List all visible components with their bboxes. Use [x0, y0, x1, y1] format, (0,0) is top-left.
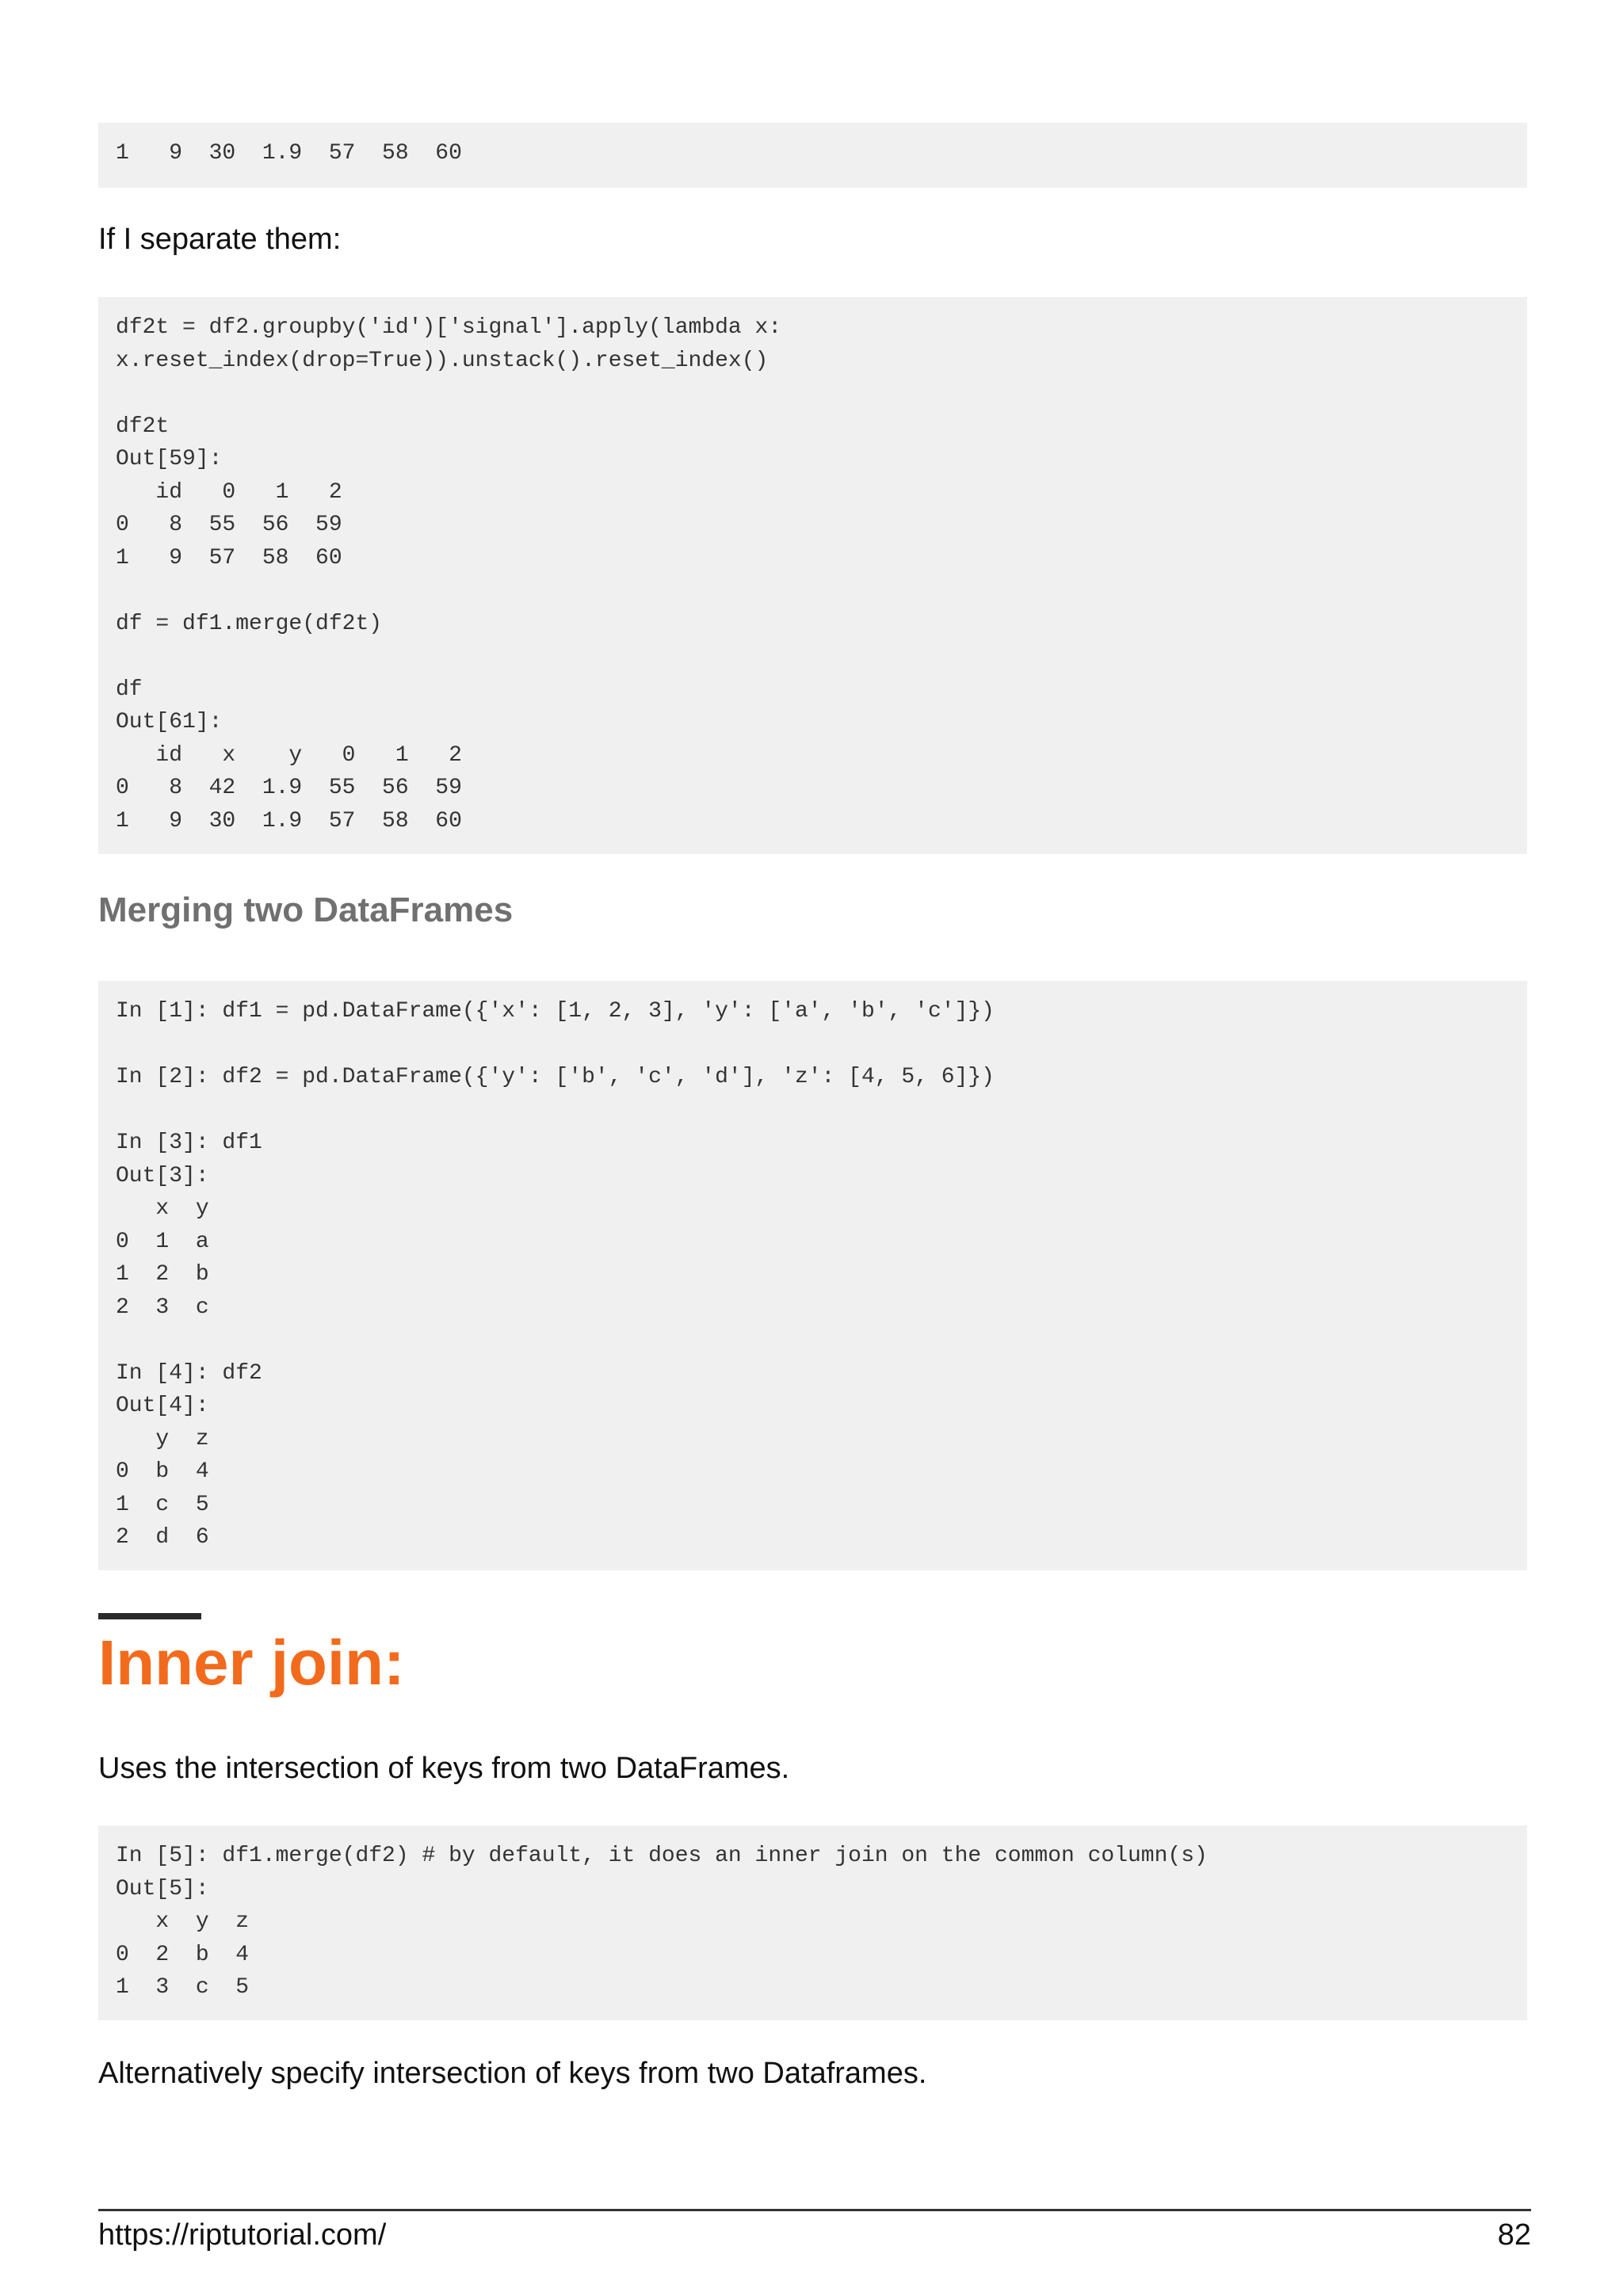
footer-url-link[interactable]: https://riptutorial.com/ [98, 2218, 387, 2252]
footer-page-number: 82 [1497, 2218, 1531, 2252]
paragraph-alternatively: Alternatively specify intersection of keys from two Dataframes. [98, 2057, 927, 2090]
code-block-inner-join: In [5]: df1.merge(df2) # by default, it does an inner join on the common column(s) Out[5]: x y z 0 2 b 4 1 3 c 5 [98, 1825, 1527, 2020]
code-block-merging: In [1]: df1 = pd.DataFrame({'x': [1, 2, 3], 'y': ['a', 'b', 'c']}) In [2]: df2 = pd.DataFrame({'y': ['b', 'c', 'd'], 'z': [4, 5, 6]}) In [3]: df1 Out[3]: x y 0 1 a 1 2 b 2 3 c In [4]: df2 Out[4]: y z 0 b 4 1 c 5 2 d 6 [98, 981, 1527, 1570]
code-block-separate: df2t = df2.groupby('id')['signal'].apply(lambda x: x.reset_index(drop=True)).unstack().reset_index() df2t Out[59]: id 0 1 2 0 8 55 56 59 1 9 57 58 60 df = df1.merge(df2t) df Out[61]: id x y 0 1 2 0 8 42 1.9 55 56 59 1 9 30 1.9 57 58 60 [98, 297, 1527, 854]
section-heading-merging: Merging two DataFrames [98, 891, 514, 929]
code-block-output-row: 1 9 30 1.9 57 58 60 [98, 123, 1527, 188]
heading-accent-bar [98, 1613, 201, 1619]
paragraph-separate: If I separate them: [98, 223, 342, 256]
page-heading-inner-join: Inner join: [98, 1627, 405, 1698]
paragraph-inner-join: Uses the intersection of keys from two DataFrames. [98, 1752, 790, 1785]
footer-divider [98, 2209, 1531, 2211]
